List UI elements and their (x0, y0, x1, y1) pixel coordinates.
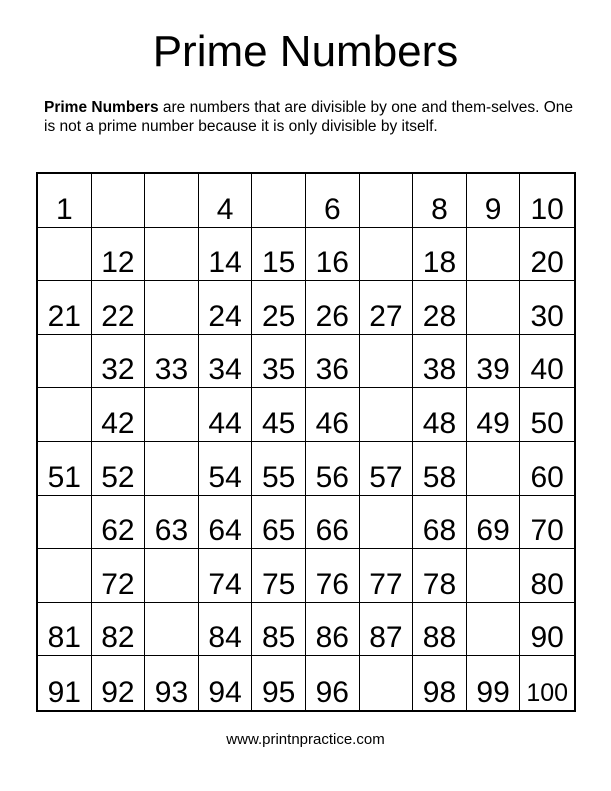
grid-cell-number: 75 (262, 567, 296, 601)
grid-cell (306, 174, 360, 228)
grid-cell (467, 656, 521, 710)
grid-cell-number: 99 (476, 675, 510, 709)
grid-cell-number: 87 (369, 621, 403, 655)
grid-cell (145, 388, 199, 442)
grid-cell (467, 388, 521, 442)
grid-cell (467, 174, 521, 228)
grid-cell (38, 335, 92, 389)
intro-bold-term: Prime Numbers (44, 99, 159, 116)
grid-cell (413, 603, 467, 657)
grid-cell-number: 72 (101, 567, 135, 601)
grid-cell (360, 174, 414, 228)
grid-cell (306, 656, 360, 710)
page-title: Prime Numbers (152, 27, 459, 76)
grid-cell-number: 14 (208, 246, 242, 280)
grid-cell (199, 603, 253, 657)
grid-cell (199, 442, 253, 496)
footer-url: www.printnpractice.com (226, 731, 385, 748)
grid-cell-number: 93 (154, 675, 189, 709)
grid-cell (38, 496, 92, 550)
grid-cell-number: 32 (101, 353, 135, 387)
grid-cell (413, 335, 467, 389)
grid-cell (145, 549, 199, 603)
grid-cell (520, 281, 574, 335)
grid-cell (360, 335, 414, 389)
grid-cell (413, 388, 467, 442)
grid-cell (92, 281, 146, 335)
grid-cell (520, 335, 574, 389)
grid-cell (360, 228, 414, 282)
grid-cell (520, 549, 574, 603)
grid-cell-number: 56 (315, 460, 349, 494)
grid-cell-number: 69 (476, 514, 510, 548)
grid-cell-number: 74 (208, 567, 242, 601)
grid-cell (252, 228, 306, 282)
grid-cell-number: 95 (262, 675, 296, 709)
grid-cell-number: 33 (154, 353, 189, 387)
grid-cell (92, 335, 146, 389)
grid-cell (306, 335, 360, 389)
grid-cell (520, 442, 574, 496)
grid-cell (199, 656, 253, 710)
grid-cell-number: 68 (422, 514, 457, 548)
intro-text: are numbers that are divisible by one and them-selves. One is not a prime number because it is only divisible by itself. (44, 99, 573, 135)
grid-cell (413, 174, 467, 228)
grid-cell-number: 10 (530, 192, 564, 226)
grid-cell-number: 96 (315, 675, 349, 709)
grid-cell-number: 78 (422, 567, 457, 601)
grid-cell (306, 603, 360, 657)
grid-cell (145, 656, 199, 710)
grid-cell (38, 174, 92, 228)
grid-cell (252, 335, 306, 389)
grid-cell-number: 92 (101, 675, 135, 709)
grid-cell-number: 48 (422, 406, 457, 440)
grid-cell (413, 549, 467, 603)
grid-cell (306, 549, 360, 603)
grid-cell (520, 496, 574, 550)
grid-cell-number: 16 (315, 246, 349, 280)
grid-cell-number: 91 (47, 675, 81, 709)
grid-cell (467, 442, 521, 496)
grid-cell-number: 64 (208, 514, 242, 548)
grid-cell-number: 57 (369, 460, 403, 494)
grid-cell (145, 603, 199, 657)
grid-cell (413, 656, 467, 710)
grid-cell (520, 228, 574, 282)
grid-cell (252, 496, 306, 550)
grid-cell (145, 335, 199, 389)
grid-cell (38, 549, 92, 603)
grid-cell (145, 442, 199, 496)
grid-cell-number: 62 (101, 514, 135, 548)
grid-cell (92, 549, 146, 603)
grid-cell (467, 228, 521, 282)
grid-cell (92, 174, 146, 228)
grid-cell-number: 34 (208, 353, 242, 387)
grid-cell-number: 18 (422, 246, 457, 280)
grid-cell (145, 228, 199, 282)
grid-cell (145, 496, 199, 550)
grid-cell-number: 100 (526, 678, 569, 707)
grid-cell (145, 281, 199, 335)
grid-cell (92, 388, 146, 442)
grid-cell (467, 603, 521, 657)
grid-cell (199, 281, 253, 335)
grid-cell (252, 388, 306, 442)
grid-cell (199, 228, 253, 282)
grid-cell-number: 21 (47, 299, 81, 333)
grid-cell (92, 228, 146, 282)
grid-cell (413, 228, 467, 282)
grid-cell (38, 388, 92, 442)
grid-cell-number: 39 (476, 353, 510, 387)
grid-cell-number: 38 (422, 353, 457, 387)
grid-cell-number: 86 (315, 621, 349, 655)
grid-cell-number: 66 (315, 514, 349, 548)
grid-cell (199, 174, 253, 228)
grid-cell (360, 442, 414, 496)
grid-cell (520, 656, 574, 710)
grid-cell-number: 4 (216, 192, 234, 226)
grid-cell (413, 281, 467, 335)
grid-cell (252, 603, 306, 657)
grid-cell-number: 80 (530, 567, 564, 601)
grid-cell-number: 52 (101, 460, 135, 494)
grid-cell (467, 549, 521, 603)
grid-cell-number: 12 (101, 246, 135, 280)
grid-cell-number: 1 (55, 192, 73, 226)
grid-cell-number: 81 (47, 621, 81, 655)
grid-cell (38, 656, 92, 710)
grid-cell (360, 549, 414, 603)
grid-cell (413, 496, 467, 550)
grid-cell-number: 65 (262, 514, 296, 548)
grid-cell-number: 44 (208, 406, 242, 440)
grid-cell (306, 281, 360, 335)
grid-cell-number: 98 (422, 675, 457, 709)
grid-cell-number: 42 (101, 406, 135, 440)
grid-cell-number: 20 (530, 246, 564, 280)
grid-cell (199, 335, 253, 389)
grid-cell-number: 15 (262, 246, 296, 280)
grid-cell (252, 174, 306, 228)
grid-cell-number: 70 (530, 514, 564, 548)
grid-cell-number: 6 (323, 192, 341, 226)
intro-paragraph (44, 98, 574, 136)
grid-cell (145, 174, 199, 228)
grid-cell (38, 281, 92, 335)
grid-cell-number: 55 (262, 460, 296, 494)
grid-cell-number: 94 (208, 675, 242, 709)
grid-cell (360, 388, 414, 442)
grid-cell-number: 90 (530, 621, 564, 655)
grid-cell (467, 281, 521, 335)
grid-cell-number: 77 (369, 567, 403, 601)
grid-cell (38, 603, 92, 657)
grid-cell (467, 496, 521, 550)
grid-cell-number: 63 (154, 514, 189, 548)
grid-cell (92, 442, 146, 496)
grid-cell (306, 228, 360, 282)
grid-cell-number: 27 (369, 299, 403, 333)
grid-cell-number: 25 (262, 299, 296, 333)
grid-cell (38, 442, 92, 496)
grid-cell-number: 40 (530, 353, 564, 387)
grid-cell-number: 46 (315, 406, 349, 440)
grid-cell-number: 8 (431, 192, 448, 226)
grid-cell-number: 54 (208, 460, 242, 494)
grid-cell-number: 58 (422, 460, 457, 494)
grid-cell-number: 85 (262, 621, 296, 655)
grid-cell-number: 76 (315, 567, 349, 601)
grid-cell (252, 442, 306, 496)
grid-cell (360, 603, 414, 657)
grid-cell-number: 49 (476, 406, 510, 440)
grid-cell (92, 656, 146, 710)
grid-cell-number: 50 (530, 406, 564, 440)
grid-cell (360, 281, 414, 335)
grid-cell (467, 335, 521, 389)
grid-cell (520, 603, 574, 657)
grid-cell-number: 28 (422, 299, 457, 333)
grid-cell (252, 549, 306, 603)
grid-cell-number: 45 (262, 406, 296, 440)
grid-cell (360, 496, 414, 550)
grid-cell (199, 388, 253, 442)
grid-cell (38, 228, 92, 282)
grid-cell-number: 35 (262, 353, 296, 387)
grid-cell-number: 84 (208, 621, 242, 655)
grid-cell-number: 60 (530, 460, 564, 494)
grid-cell (199, 496, 253, 550)
grid-cell (520, 388, 574, 442)
grid-cell-number: 9 (484, 192, 502, 226)
grid-cell-number: 22 (101, 299, 135, 333)
grid-cell (520, 174, 574, 228)
grid-cell-number: 88 (422, 621, 457, 655)
grid-cell-number: 82 (101, 621, 135, 655)
grid-cell (413, 442, 467, 496)
grid-cell (306, 442, 360, 496)
grid-cell-number: 30 (530, 299, 564, 333)
grid-cell (306, 388, 360, 442)
number-grid (36, 172, 576, 712)
grid-cell (360, 656, 414, 710)
grid-cell-number: 36 (315, 353, 349, 387)
grid-cell (252, 281, 306, 335)
grid-cell (92, 496, 146, 550)
grid-cell (306, 496, 360, 550)
grid-cell (252, 656, 306, 710)
grid-cell (199, 549, 253, 603)
grid-cell-number: 26 (315, 299, 349, 333)
grid-cell (92, 603, 146, 657)
grid-cell-number: 24 (208, 299, 242, 333)
grid-cell-number: 51 (47, 460, 81, 494)
